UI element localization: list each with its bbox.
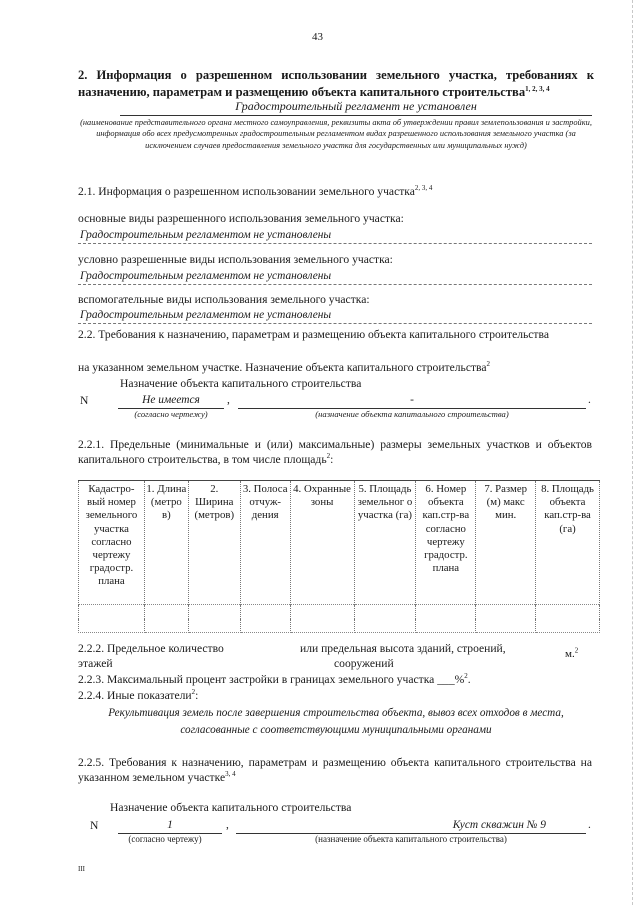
table-header-cell: 7. Размер (м) макс мин.: [476, 481, 536, 605]
table-cell: [188, 605, 240, 619]
table-cell: [144, 605, 188, 619]
table-cell: [536, 619, 600, 633]
table-cell: [416, 605, 476, 619]
section-2-1-title-sup: 2, 3, 4: [414, 184, 433, 193]
floors-word: этажей: [78, 657, 113, 670]
other-indicators-sup: 2: [191, 688, 196, 697]
section-2-2-1-title-sup: 2: [326, 452, 331, 461]
max-height-label: или предельная высота зданий, строений,: [300, 642, 506, 655]
number-letter: N: [80, 394, 89, 407]
separator-dot-2: .: [588, 819, 591, 831]
object-purpose-value: -: [238, 393, 586, 409]
object-purpose-value-2: Куст скважин № 9: [236, 818, 586, 834]
drawing-caption-2: (согласно чертежу): [128, 834, 202, 844]
separator-comma: ,: [227, 394, 230, 406]
drawing-caption: (согласно чертежу): [134, 409, 208, 419]
max-floors-label: 2.2.2. Предельное количество: [78, 642, 224, 655]
conditional-use-label: условно разрешенные виды использования земельного участка:: [78, 253, 393, 266]
section-2-2-5-title-sup: 3, 4: [225, 770, 236, 779]
regulation-value: Градостроительный регламент не установлен: [120, 99, 592, 116]
scan-edge-line: [632, 0, 633, 905]
separator-dot: .: [588, 394, 591, 406]
table-header-cell: Кадастро-вый номер земельного участка согласно чертежу градостр. плана: [79, 481, 145, 605]
section-2-2-5-title: [78, 755, 592, 785]
building-percent-unit: %: [454, 673, 465, 686]
auxiliary-use-label: вспомогательные виды использования земельного участка:: [78, 293, 370, 306]
table-cell: [476, 605, 536, 619]
main-use-value: Градостроительным регламентом не установлены: [78, 228, 592, 244]
table-cell: [354, 605, 416, 619]
table-cell: [536, 605, 600, 619]
building-percent-sup: 2: [464, 672, 468, 681]
section-2-2-1-title: 2.2.1. Предельные (минимальные и (или) максимальные) размеры земельных участков и объектов капитального строительства, в том числе площадь$^2$:: [78, 438, 592, 467]
other-indicators-label: 2.2.4. Иные показатели: [78, 689, 192, 702]
separator-comma-2: ,: [226, 819, 229, 831]
section-2-2-title: 2.2. Требования к назначению, параметрам и размещению объекта капитального строительства: [78, 328, 549, 341]
height-unit-text: м.: [565, 648, 575, 660]
number-letter-2: N: [90, 819, 99, 832]
table-cell: [79, 619, 145, 633]
section-2-2-line2-text: на указанном земельном участке. Назначение объекта капитального строительства: [78, 361, 487, 374]
section-2-title: [78, 67, 594, 101]
object-number-value: Не имеется: [118, 393, 224, 409]
auxiliary-use-value: Градостроительным регламентом не установлены: [78, 308, 592, 324]
section-2-1-title-text: 2.1. Информация о разрешенном использовании земельного участка: [78, 185, 415, 198]
page-number: 43: [312, 31, 323, 43]
table-header-cell: 1. Длина (метро в): [144, 481, 188, 605]
table-cell: [188, 619, 240, 633]
purpose-caption: (назначение объекта капитального строительства): [315, 409, 509, 419]
table-header-cell: 6. Номер объекта кап.стр-ва согласно чертежу градостр. плана: [416, 481, 476, 605]
building-percent-blank: ___: [437, 673, 455, 686]
purpose-caption-2: (назначение объекта капитального строительства): [315, 834, 507, 844]
section-2-2-line2-sup: 2: [486, 360, 491, 369]
table-header-cell: 8. Площадь объекта кап.стр-ва (га): [536, 481, 600, 605]
regulation-caption: (наименование представительного органа местного самоуправления, реквизиты акта об утверждении правил землепользования и застройки, информация обо всех предусмотренных градостроительным регламентом видах разрешенного использования земельного участка (за исключением случаев предоставления земельного участка для государственных или муниципальных нужд): [80, 118, 592, 150]
section-2-2-1-title-text: 2.2.1. Предельные (минимальные и (или) максимальные) размеры земельных участков и объектов капитального строительства, в том числе площадь: [78, 438, 592, 467]
table-cell: [290, 605, 354, 619]
table-header-cell: 3. Полоса отчуж-дения: [240, 481, 290, 605]
table-cell: [79, 605, 145, 619]
table-cell: [290, 619, 354, 633]
section-2-title-sup: 1, 2, 3, 4: [525, 84, 550, 93]
purpose-label-2: Назначение объекта капитального строительства: [110, 801, 352, 814]
table-header-cell: 2. Ширина (метров): [188, 481, 240, 605]
object-number-value-2: 1: [118, 818, 222, 834]
section-2-1-title: [78, 184, 432, 199]
structures-word: сооружений: [334, 657, 394, 670]
section-2-2-3: 2.2.3. Максимальный процент застройки в границах земельного участка ___%$^2$.: [78, 672, 471, 686]
main-use-label: основные виды разрешенного использования земельного участка:: [78, 212, 404, 225]
parameters-table: [78, 480, 600, 633]
building-percent-label: 2.2.3. Максимальный процент застройки в границах земельного участка: [78, 673, 435, 686]
table-header-row: [79, 481, 600, 605]
table-cell: [240, 605, 290, 619]
table-cell: [354, 619, 416, 633]
table-cell: [476, 619, 536, 633]
table-cell: [240, 619, 290, 633]
table-row: [79, 605, 600, 619]
table-cell: [144, 619, 188, 633]
section-2-title-text: 2. Информация о разрешенном использовании земельного участка, требованиях к назначению, параметрам и размещению объекта капитального строительства: [78, 68, 594, 99]
other-indicators-value: Рекультивация земель после завершения строительства объекта, вывоз всех отходов в места, согласованные с соответствующими муниципальными органами: [108, 707, 564, 736]
section-2-2-4: 2.2.4. Иные показатели$^2$:: [78, 688, 199, 702]
height-unit-sup: 2: [574, 646, 579, 655]
table-cell: [416, 619, 476, 633]
table-row: [79, 619, 600, 633]
height-unit: [565, 647, 578, 661]
footer-mark: III: [78, 865, 85, 873]
section-2-2-5-title-text: 2.2.5. Требования к назначению, параметрам и размещению объекта капитального строительства на указанном земельном участке: [78, 756, 592, 785]
conditional-use-value: Градостроительным регламентом не установлены: [78, 269, 592, 285]
purpose-label: Назначение объекта капитального строительства: [120, 377, 362, 390]
table-header-cell: 5. Площадь земельног о участка (га): [354, 481, 416, 605]
table-header-cell: 4. Охранные зоны: [290, 481, 354, 605]
section-2-2-line2: [78, 360, 490, 375]
